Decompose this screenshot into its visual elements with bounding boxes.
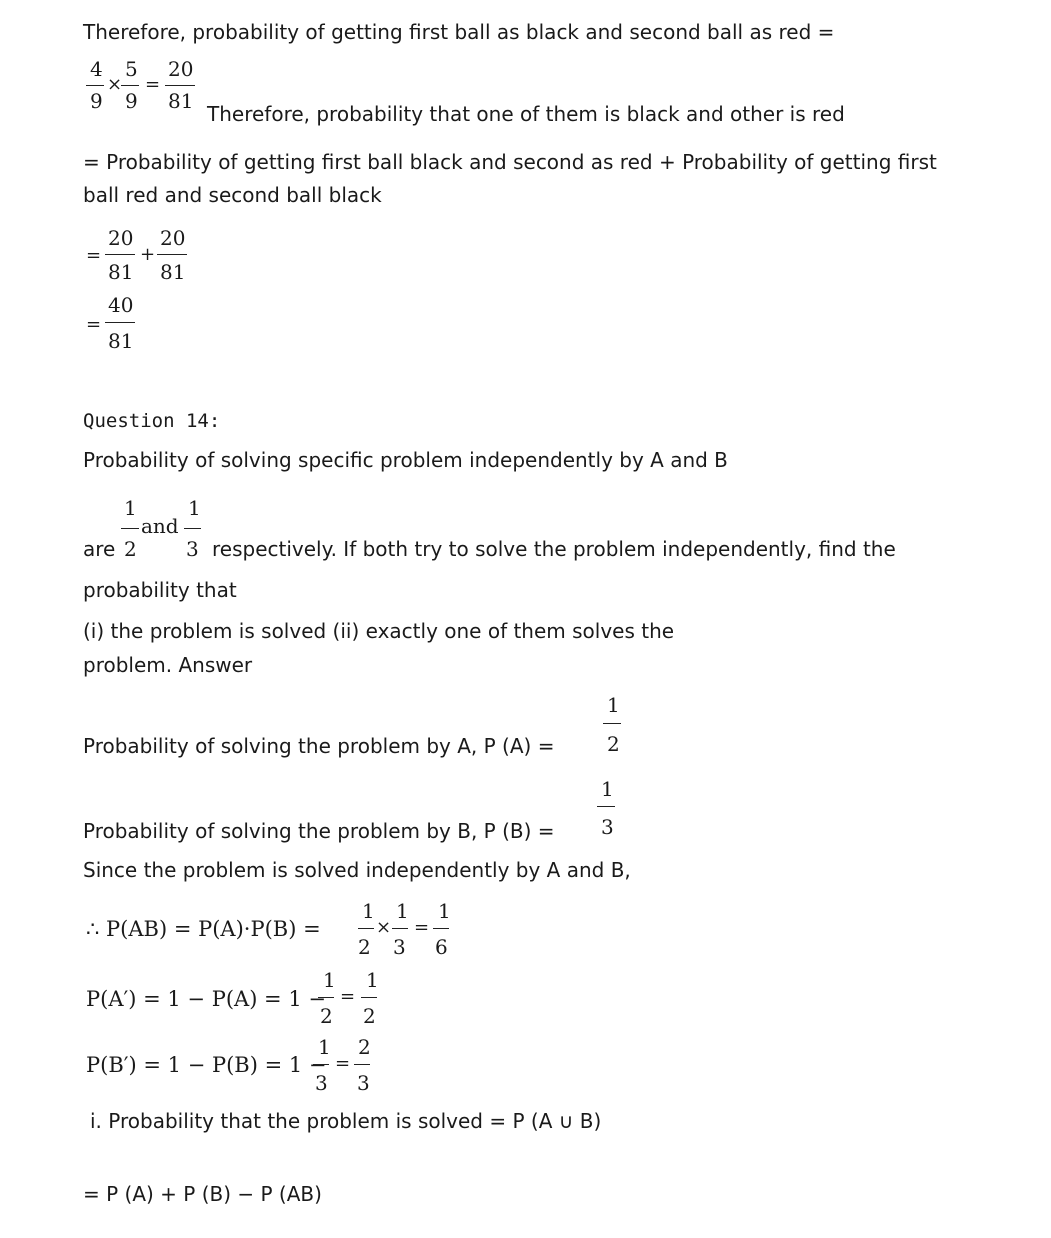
fraction-bar <box>86 85 104 86</box>
numerator: 5 <box>125 57 138 81</box>
numerator: 1 <box>318 1035 331 1059</box>
fraction-bar <box>121 85 139 86</box>
equals-sign: = <box>145 74 161 95</box>
text-line: probability that <box>83 578 237 602</box>
equation-lhs: P(B′) = 1 − P(B) = 1 − <box>86 1053 327 1077</box>
text-line: Therefore, probability that one of them is black and other is red <box>207 102 845 126</box>
fraction-bar <box>165 85 195 86</box>
fraction-bar <box>358 928 374 929</box>
equals-sign: = <box>414 917 430 938</box>
times-sign: × <box>376 917 392 938</box>
fraction-bar <box>361 997 377 998</box>
denominator: 3 <box>315 1071 328 1095</box>
denominator: 2 <box>363 1004 376 1028</box>
denominator: 2 <box>358 935 371 959</box>
denominator: 81 <box>160 260 186 284</box>
denominator: 3 <box>186 537 199 561</box>
fraction-bar <box>105 254 135 255</box>
question-heading: Question 14: <box>83 410 221 432</box>
equation-lhs: ∴ P(AB) = P(A)·P(B) = <box>86 917 321 941</box>
text-line: = Probability of getting first ball black and second as red + Probability of getting first <box>83 150 937 174</box>
fraction-bar <box>603 723 621 724</box>
fraction-bar <box>105 322 135 323</box>
denominator: 3 <box>393 935 406 959</box>
numerator: 1 <box>366 968 379 992</box>
numerator: 20 <box>160 226 186 250</box>
numerator: 1 <box>188 496 201 520</box>
equals-sign: = <box>86 314 102 335</box>
text-line: Probability of solving the problem by B, P (B) = <box>83 819 555 843</box>
denominator: 2 <box>320 1004 333 1028</box>
equation-lhs: P(A′) = 1 − P(A) = 1 − <box>86 987 326 1011</box>
text-line: i. Probability that the problem is solved = P (A ∪ B) <box>90 1109 602 1133</box>
fraction-bar <box>433 928 449 929</box>
text-line: respectively. If both try to solve the problem independently, find the <box>212 537 896 561</box>
numerator: 1 <box>607 693 620 717</box>
numerator: 20 <box>108 226 134 250</box>
denominator: 81 <box>168 89 194 113</box>
text-line: Probability of solving specific problem independently by A and B <box>83 448 728 472</box>
denominator: 6 <box>435 935 448 959</box>
fraction-bar <box>354 1064 370 1065</box>
fraction-bar <box>121 528 139 529</box>
fraction-bar <box>184 528 201 529</box>
denominator: 3 <box>601 815 614 839</box>
numerator: 1 <box>323 968 336 992</box>
numerator: 40 <box>108 293 134 317</box>
fraction-bar <box>597 806 615 807</box>
text-line: Probability of solving the problem by A, P (A) = <box>83 734 555 758</box>
numerator: 4 <box>90 57 103 81</box>
times-sign: × <box>107 74 123 95</box>
and-word: and <box>141 514 179 538</box>
denominator: 2 <box>607 732 620 756</box>
text-line: are <box>83 537 116 561</box>
text-line: (i) the problem is solved (ii) exactly one of them solves the <box>83 619 675 643</box>
numerator: 1 <box>396 899 409 923</box>
fraction-bar <box>313 1064 329 1065</box>
numerator: 1 <box>601 777 614 801</box>
denominator: 9 <box>90 89 103 113</box>
denominator: 3 <box>357 1071 370 1095</box>
equals-sign: = <box>335 1053 351 1074</box>
numerator: 1 <box>438 899 451 923</box>
equals-sign: = <box>86 245 102 266</box>
fraction-bar <box>157 254 187 255</box>
denominator: 81 <box>108 260 134 284</box>
text-line: Since the problem is solved independently by A and B, <box>83 858 631 882</box>
text-line: = P (A) + P (B) − P (AB) <box>83 1182 322 1206</box>
numerator: 2 <box>358 1035 371 1059</box>
text-line: problem. Answer <box>83 653 253 677</box>
numerator: 20 <box>168 57 194 81</box>
text-line: Therefore, probability of getting first ball as black and second ball as red = <box>83 20 835 44</box>
text-line: ball red and second ball black <box>83 183 382 207</box>
denominator: 2 <box>124 537 137 561</box>
numerator: 1 <box>124 496 137 520</box>
denominator: 81 <box>108 329 134 353</box>
denominator: 9 <box>125 89 138 113</box>
plus-sign: + <box>140 244 156 265</box>
numerator: 1 <box>362 899 375 923</box>
fraction-bar <box>392 928 408 929</box>
equals-sign: = <box>340 986 356 1007</box>
fraction-bar <box>318 997 334 998</box>
